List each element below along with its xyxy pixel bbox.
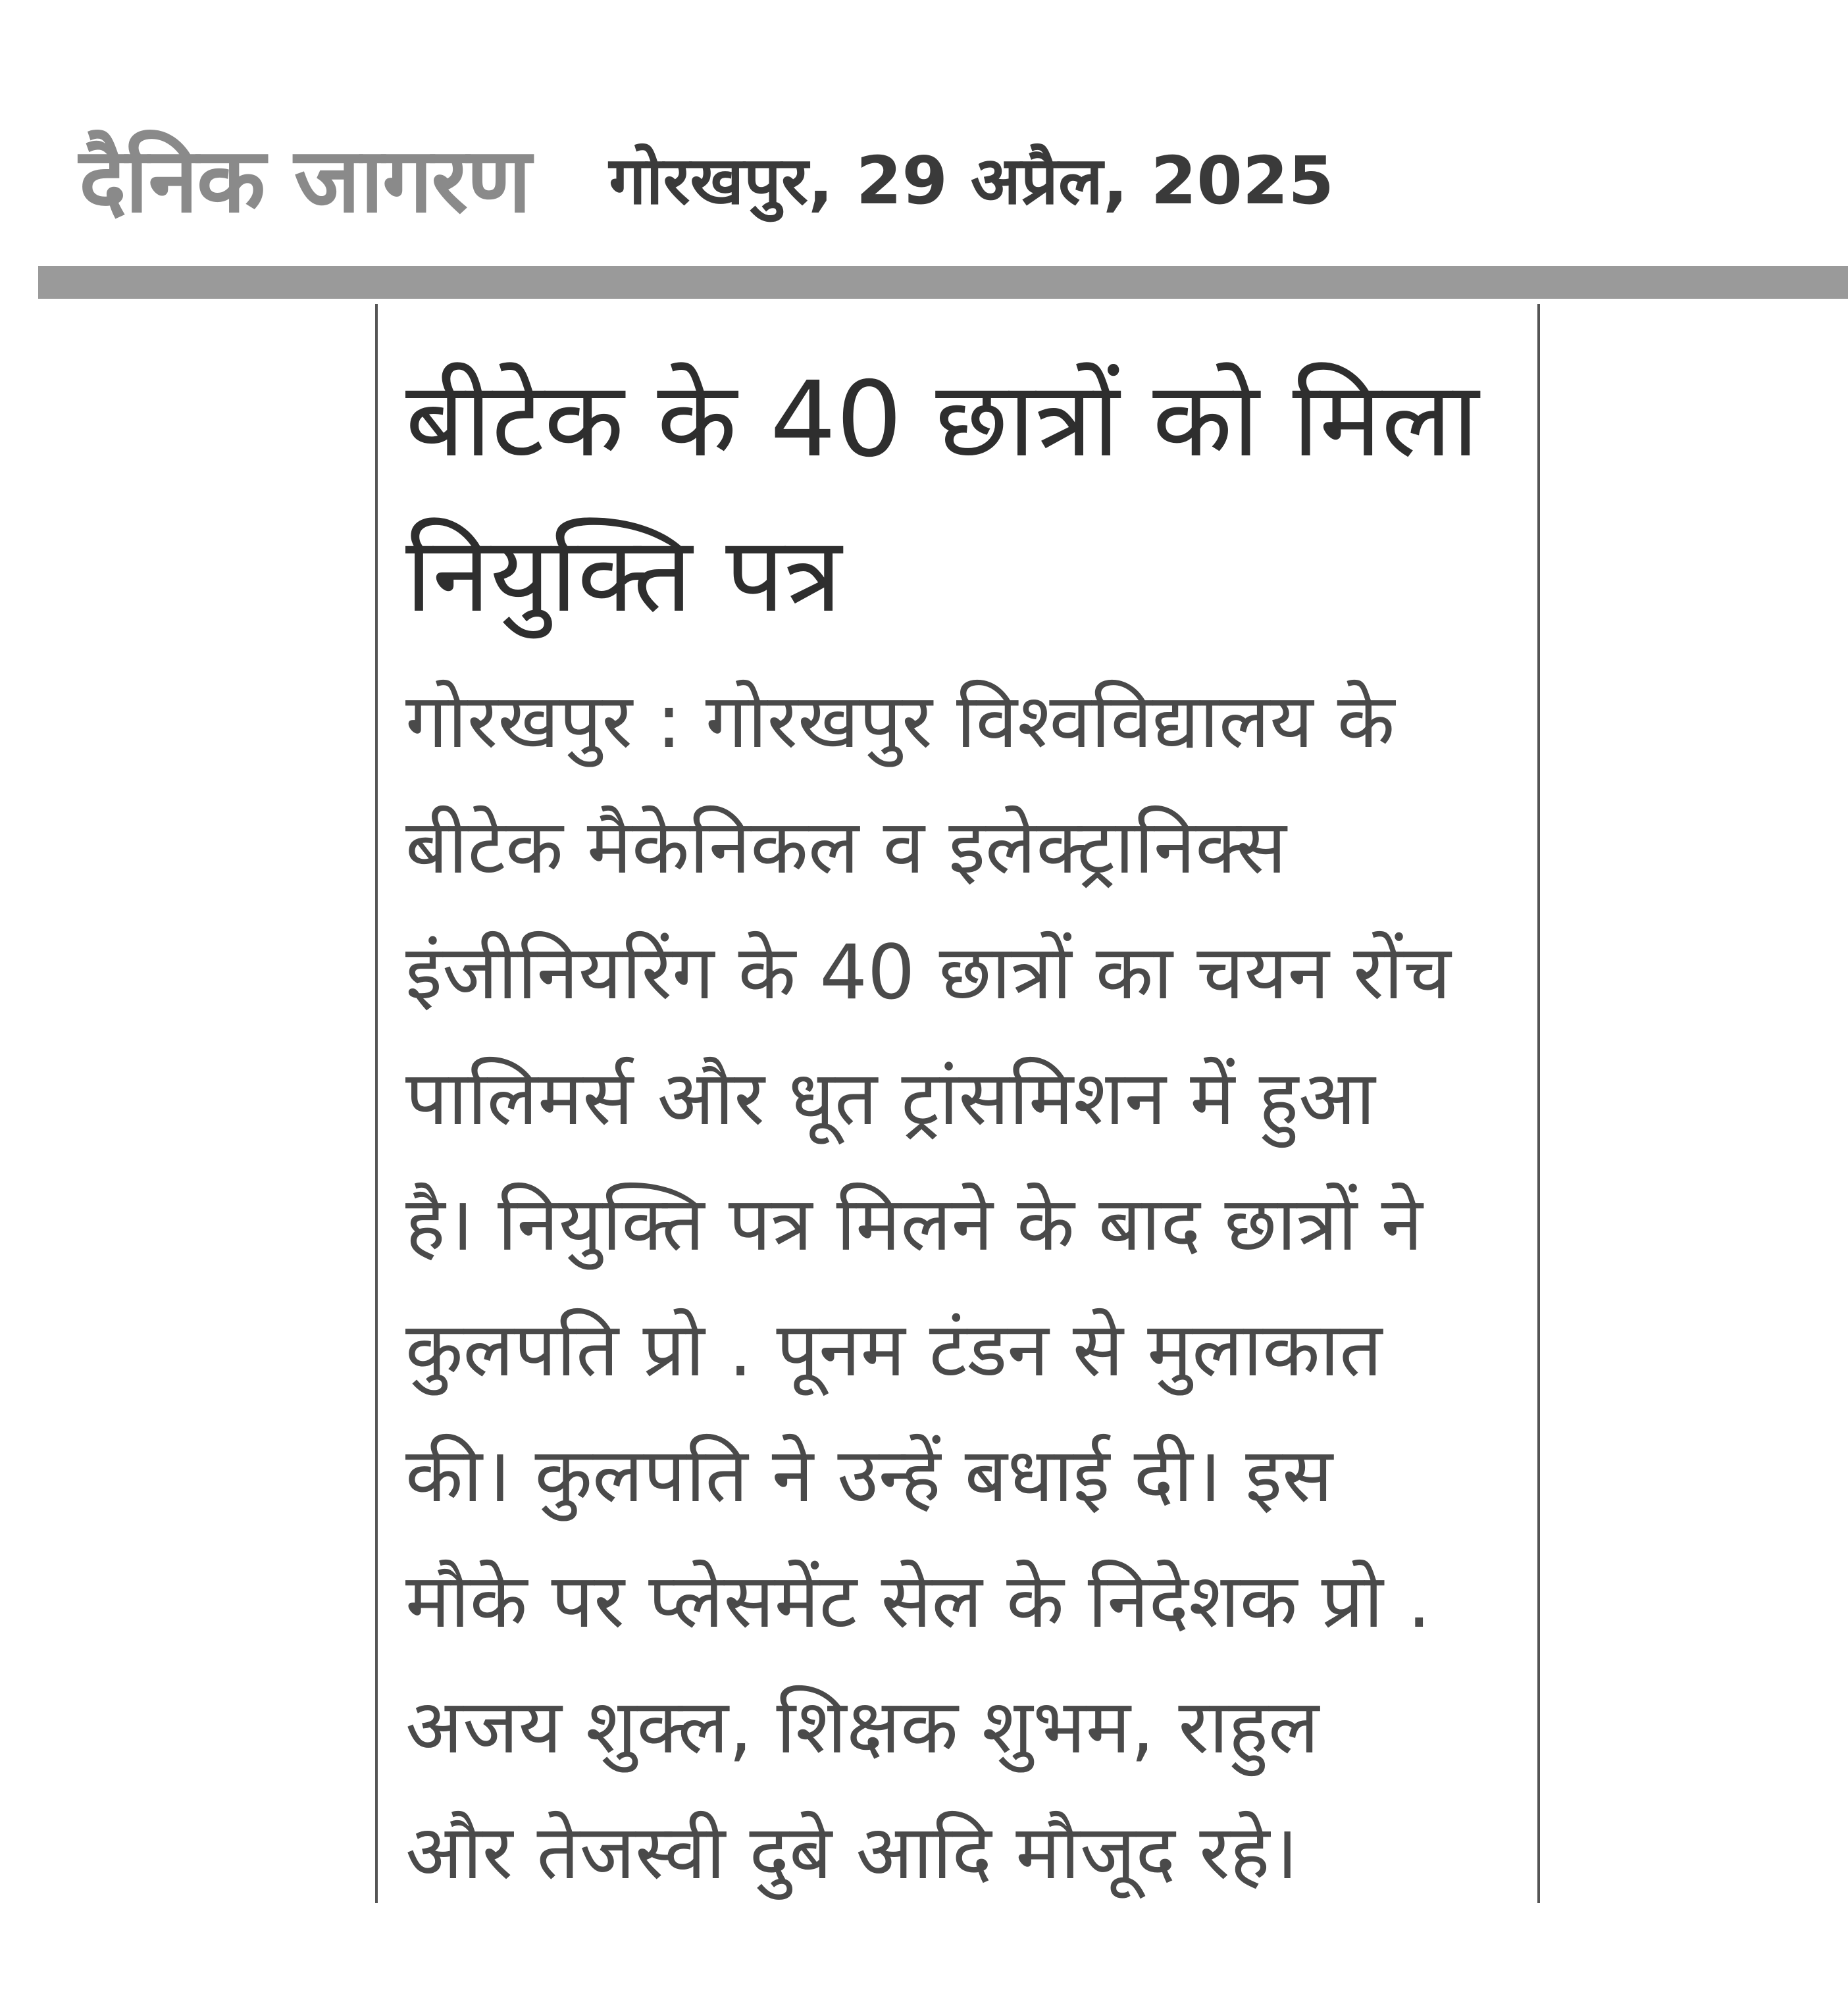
masthead-rule — [38, 266, 1848, 299]
article-body — [405, 658, 1511, 1915]
body-line: पालिमर्स और धूत ट्रांसमिशन में हुआ — [405, 1054, 1375, 1142]
dateline: गोरखपुर, 29 अप्रैल, 2025 — [609, 142, 1334, 219]
body-line: मौके पर प्लेसमेंट सेल के निदेशक प्रो . — [405, 1557, 1431, 1645]
body-line: गोरखपुर : गोरखपुर विश्वविद्यालय के — [405, 677, 1395, 765]
body-line: की। कुलपति ने उन्हें बधाई दी। इस — [405, 1431, 1333, 1519]
body-line: बीटेक मैकेनिकल व इलेक्ट्रानिक्स — [405, 803, 1287, 890]
body-line: है। नियुक्ति पत्र मिलने के बाद छात्रों ने — [405, 1180, 1423, 1267]
headline-line: बीटेक के 40 छात्रों को मिला — [405, 359, 1479, 480]
article-clipping — [375, 304, 1540, 1903]
headline-line: नियुक्ति पत्र — [405, 515, 842, 636]
newspaper-name: दैनिक जागरण — [79, 129, 530, 233]
body-line: और तेजस्वी दुबे आदि मौजूद रहे। — [405, 1808, 1298, 1896]
article-headline — [405, 342, 1511, 653]
masthead — [79, 118, 1334, 243]
body-line: इंजीनियरिंग के 40 छात्रों का चयन रोंच — [405, 929, 1451, 1016]
body-line: अजय शुक्ल, शिक्षक शुभम, राहुल — [405, 1683, 1320, 1770]
body-line: कुलपति प्रो . पूनम टंडन से मुलाकात — [405, 1306, 1383, 1393]
